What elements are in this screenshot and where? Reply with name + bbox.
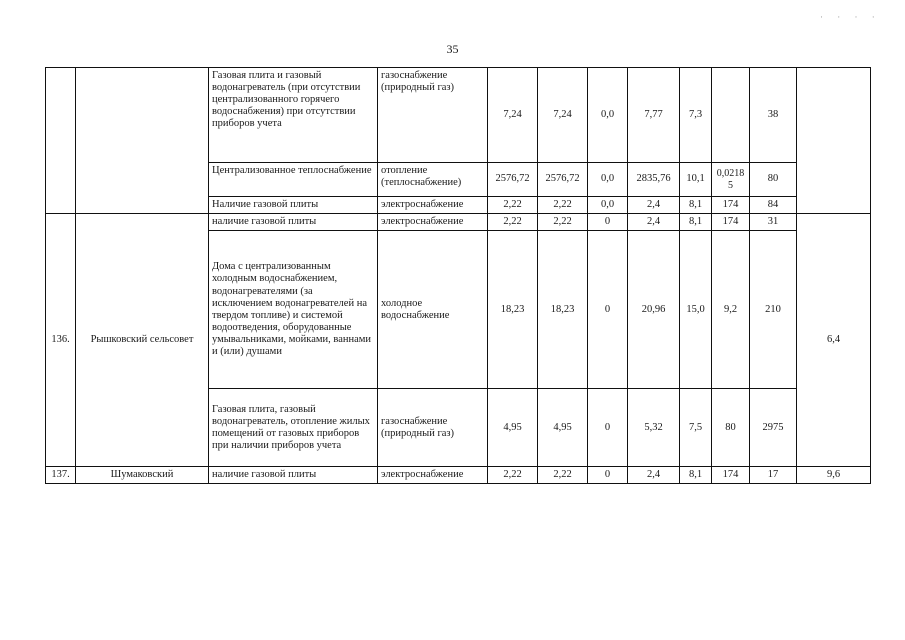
total-cell: 9,6 <box>797 467 871 484</box>
row-number-cell: 136. <box>46 214 76 467</box>
value-cell: 38 <box>750 68 797 163</box>
value-cell: 9,2 <box>712 231 750 389</box>
settlement-name-cell: Шумаковский <box>76 467 209 484</box>
settlement-name-cell: Рышковский сельсовет <box>76 214 209 467</box>
value-cell: 2576,72 <box>488 163 538 197</box>
value-cell: 7,3 <box>680 68 712 163</box>
value-cell: 5,32 <box>628 389 680 467</box>
housing-type-cell: наличие газовой плиты <box>209 467 378 484</box>
value-cell: 2576,72 <box>538 163 588 197</box>
value-cell: 2,4 <box>628 214 680 231</box>
value-cell: 0,0 <box>588 197 628 214</box>
value-cell: 174 <box>712 197 750 214</box>
service-cell: электроснабжение <box>378 214 488 231</box>
page-number: 35 <box>446 42 459 56</box>
value-cell: 2,4 <box>628 197 680 214</box>
value-cell: 8,1 <box>680 467 712 484</box>
table-row <box>46 68 871 163</box>
value-cell: 2,4 <box>628 467 680 484</box>
housing-type-cell: Централизованное теплоснабжение <box>209 163 378 197</box>
housing-type-cell: наличие газовой плиты <box>209 214 378 231</box>
value-cell: 0,0218 5 <box>712 163 750 197</box>
total-cell: 6,4 <box>797 214 871 467</box>
value-cell: 80 <box>712 389 750 467</box>
table-row <box>46 467 871 484</box>
value-cell <box>712 68 750 163</box>
value-cell: 2,22 <box>538 467 588 484</box>
value-cell: 7,5 <box>680 389 712 467</box>
service-cell: электроснабжение <box>378 197 488 214</box>
value-cell: 174 <box>712 467 750 484</box>
service-cell: газоснабжение (природный газ) <box>378 389 488 467</box>
value-cell: 17 <box>750 467 797 484</box>
value-cell: 84 <box>750 197 797 214</box>
service-cell: газоснабжение (природный газ) <box>378 68 488 163</box>
row-number-cell: 137. <box>46 467 76 484</box>
housing-type-cell: Наличие газовой плиты <box>209 197 378 214</box>
value-cell: 0 <box>588 231 628 389</box>
row-number-cell <box>46 68 76 214</box>
value-cell: 18,23 <box>488 231 538 389</box>
value-cell: 80 <box>750 163 797 197</box>
value-cell: 4,95 <box>538 389 588 467</box>
value-cell: 7,77 <box>628 68 680 163</box>
value-cell: 2,22 <box>538 197 588 214</box>
value-cell: 0,0 <box>588 163 628 197</box>
value-cell: 2975 <box>750 389 797 467</box>
housing-type-cell: Дома с централизованным холодным водоснабжением, водонагревателями (за исключением водонагревателей на твердом топливе) и системой водоотведения, оборудованные умывальниками, мойками, ваннами и (или) душами <box>209 231 378 389</box>
value-cell: 31 <box>750 214 797 231</box>
value-cell: 10,1 <box>680 163 712 197</box>
service-cell: холодное водоснабжение <box>378 231 488 389</box>
service-cell: электроснабжение <box>378 467 488 484</box>
value-cell: 0 <box>588 467 628 484</box>
value-cell: 2,22 <box>488 197 538 214</box>
value-cell: 174 <box>712 214 750 231</box>
total-cell <box>797 68 871 214</box>
value-cell: 0 <box>588 214 628 231</box>
value-cell: 8,1 <box>680 197 712 214</box>
value-cell: 210 <box>750 231 797 389</box>
value-cell: 7,24 <box>538 68 588 163</box>
value-cell: 0 <box>588 389 628 467</box>
housing-type-cell: Газовая плита, газовый водонагреватель, отопление жилых помещений от газовых приборов при наличии приборов учета <box>209 389 378 467</box>
housing-type-cell: Газовая плита и газовый водонагреватель (при отсутствии централизованного горячего водоснабжения) при отсутствии приборов учета <box>209 68 378 163</box>
scan-artifact: · · · · <box>820 12 881 22</box>
value-cell: 20,96 <box>628 231 680 389</box>
settlement-name-cell <box>76 68 209 214</box>
value-cell: 15,0 <box>680 231 712 389</box>
tariff-table <box>45 67 871 484</box>
value-cell: 18,23 <box>538 231 588 389</box>
value-cell: 2,22 <box>488 467 538 484</box>
value-cell: 2,22 <box>488 214 538 231</box>
value-cell: 8,1 <box>680 214 712 231</box>
value-cell: 2,22 <box>538 214 588 231</box>
table-row <box>46 214 871 231</box>
value-cell: 2835,76 <box>628 163 680 197</box>
value-cell: 0,0 <box>588 68 628 163</box>
service-cell: отопление (теплоснабжение) <box>378 163 488 197</box>
value-cell: 4,95 <box>488 389 538 467</box>
value-cell: 7,24 <box>488 68 538 163</box>
